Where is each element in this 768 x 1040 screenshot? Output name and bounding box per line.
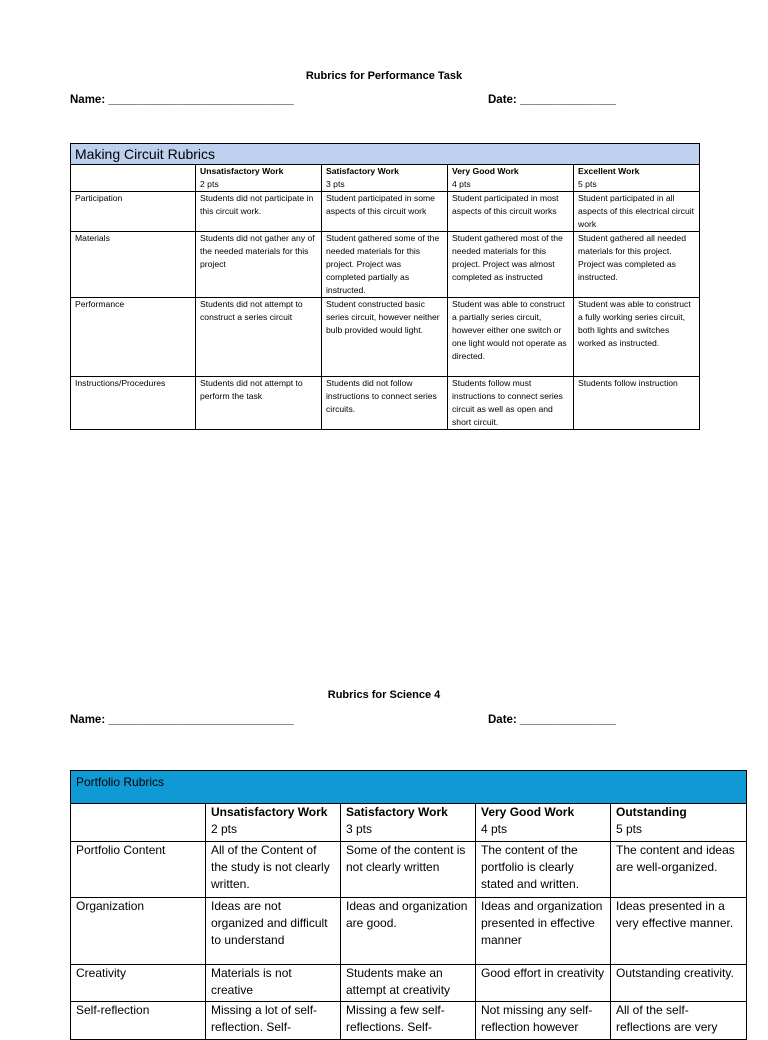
table-cell: Missing a few self-reflections. Self- [341, 1002, 476, 1040]
criterion-cell: Participation [71, 192, 196, 232]
criterion-cell: Organization [71, 898, 206, 965]
criterion-cell: Materials [71, 232, 196, 298]
table-cell: Student gathered all needed materials for this project. Project was completed as instructed. [574, 232, 700, 298]
table-cell: Not missing any self-reflection however [476, 1002, 611, 1040]
table-header-row [71, 804, 747, 842]
table-cell: Materials is not creative [206, 965, 341, 1002]
level-name: Very Good Work [481, 805, 575, 819]
table-cell: Student gathered some of the needed materials for this project. Project was completed partially as instructed. [322, 232, 448, 298]
table-cell: Student was able to construct a fully working series circuit, both lights and switches worked as instructed. [574, 298, 700, 377]
level-pts: 3 pts [326, 179, 345, 189]
criterion-cell: Performance [71, 298, 196, 377]
level-pts: 4 pts [481, 822, 508, 836]
table-cell: Student constructed basic series circuit, however neither bulb provided would light. [322, 298, 448, 377]
criterion-cell: Self-reflection [71, 1002, 206, 1040]
table-cell: Student participated in some aspects of this circuit work [322, 192, 448, 232]
header-cell [574, 165, 700, 192]
table-cell: All of the self-reflections are very [611, 1002, 747, 1040]
table-cell: Students follow must instructions to connect series circuit as well as open and short circuit. [448, 377, 574, 430]
level-pts: 5 pts [616, 822, 643, 836]
doc2-date-field: Date: _______________ [488, 714, 616, 726]
header-cell [448, 165, 574, 192]
level-pts: 4 pts [452, 179, 471, 189]
table-cell: Students make an attempt at creativity [341, 965, 476, 1002]
table-cell: Missing a lot of self-reflection. Self- [206, 1002, 341, 1040]
table-cell: Students follow instruction [574, 377, 700, 430]
level-name: Outstanding [616, 805, 687, 819]
header-empty-cell [71, 165, 196, 192]
header-cell [206, 804, 341, 842]
level-name: Unsatisfactory Work [200, 166, 284, 176]
level-name: Very Good Work [452, 166, 519, 176]
table-header-row [71, 165, 700, 192]
table-row [71, 192, 700, 232]
level-pts: 2 pts [200, 179, 219, 189]
table-cell: Students did not participate in this circuit work. [196, 192, 322, 232]
table-row [71, 842, 747, 898]
header-cell [476, 804, 611, 842]
table-row [71, 232, 700, 298]
table-cell: Good effort in creativity [476, 965, 611, 1002]
level-name: Satisfactory Work [326, 166, 399, 176]
table-row [71, 377, 700, 430]
table-cell: Some of the content is not clearly written [341, 842, 476, 898]
portfolio-rubric-table [70, 770, 747, 1040]
header-cell [322, 165, 448, 192]
level-name: Satisfactory Work [346, 805, 448, 819]
table-cell: Student was able to construct a partially series circuit, however either one switch or one light would not operate as directed. [448, 298, 574, 377]
level-name: Unsatisfactory Work [211, 805, 328, 819]
table-cell: Students did not attempt to construct a series circuit [196, 298, 322, 377]
table-cell: Student participated in all aspects of this electrical circuit work [574, 192, 700, 232]
circuit-rubric-table [70, 143, 700, 430]
table-cell: Student participated in most aspects of this circuit works [448, 192, 574, 232]
header-cell [341, 804, 476, 842]
table-cell: Ideas are not organized and difficult to understand [206, 898, 341, 965]
header-cell [196, 165, 322, 192]
table-title: Portfolio Rubrics [71, 771, 747, 804]
table-cell: Students did not attempt to perform the task [196, 377, 322, 430]
table-cell: Students did not follow instructions to connect series circuits. [322, 377, 448, 430]
doc1-title: Rubrics for Performance Task [305, 70, 463, 82]
doc2-title: Rubrics for Science 4 [327, 689, 441, 701]
criterion-cell: Creativity [71, 965, 206, 1002]
table-cell: Outstanding creativity. [611, 965, 747, 1002]
level-pts: 5 pts [578, 179, 597, 189]
header-empty-cell [71, 804, 206, 842]
criterion-cell: Instructions/Procedures [71, 377, 196, 430]
table-row [71, 1002, 747, 1040]
level-pts: 3 pts [346, 822, 373, 836]
doc2-name-field: Name: _____________________________ [70, 714, 294, 726]
level-pts: 2 pts [211, 822, 238, 836]
level-name: Excellent Work [578, 166, 640, 176]
table-cell: The content and ideas are well-organized. [611, 842, 747, 898]
header-cell [611, 804, 747, 842]
table-cell: Ideas presented in a very effective manner. [611, 898, 747, 965]
table-cell: Ideas and organization are good. [341, 898, 476, 965]
table-cell: The content of the portfolio is clearly stated and written. [476, 842, 611, 898]
table-cell: Ideas and organization presented in effective manner [476, 898, 611, 965]
table-cell: All of the Content of the study is not clearly written. [206, 842, 341, 898]
doc1-name-field: Name: _____________________________ [70, 94, 294, 106]
doc1-date-field: Date: _______________ [488, 94, 616, 106]
table-cell: Student gathered most of the needed materials for this project. Project was almost completed as instructed [448, 232, 574, 298]
table-title: Making Circuit Rubrics [71, 144, 700, 165]
table-row [71, 898, 747, 965]
table-row [71, 298, 700, 377]
table-cell: Students did not gather any of the needed materials for this project [196, 232, 322, 298]
criterion-cell: Portfolio Content [71, 842, 206, 898]
table-row [71, 965, 747, 1002]
